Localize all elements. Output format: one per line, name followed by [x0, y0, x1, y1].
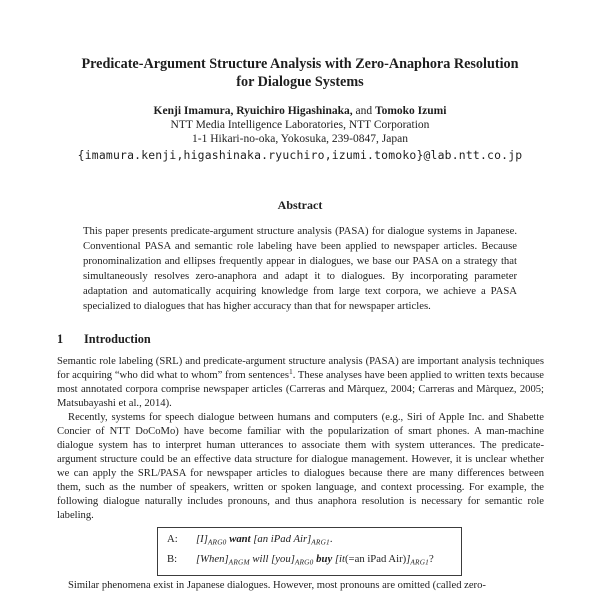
- speaker-label-b: B:: [167, 552, 178, 565]
- auxiliary-b: will: [252, 552, 269, 565]
- paper-title: [0, 0, 600, 91]
- dialogue-line-a: [167, 531, 455, 551]
- paper-title-line-1: Predicate-Argument Structure Analysis with Zero-Anaphora Resolution: [81, 56, 519, 72]
- argument-b-arg1-close: ]: [406, 552, 411, 565]
- author-names-primary: Kenji Imamura, Ryuichiro Higashinaka,: [153, 105, 353, 117]
- abstract-text: This paper presents predicate-argument structure analysis (PASA) for dialogue systems in Japanese. Conventional PASA and semantic role labeling have been applied to newspaper articles. Because pronominalization and ellipses frequently appear in dialogues, we base our PASA on a strategy that simultaneously resolves zero-anaphora and adapt it to dialogues. By incorporating parameter adaptation and automatically acquiring knowledge from large text corpora, we achieve a PASA specialized to dialogues that has higher accuracy than that for newspaper articles.: [83, 224, 517, 312]
- punctuation-b: ?: [429, 552, 434, 565]
- paper-title-line-2: for Dialogue Systems: [236, 73, 364, 90]
- authors-line: [0, 104, 600, 118]
- intro-paragraph-1: [57, 355, 544, 411]
- intro-paragraph-2: Recently, systems for speech dialogue between humans and computers (e.g., Siri of Apple Inc. and Shabette Concier of NTT DoCoMo) have become familiar with the popularization of smart phones. A man-machine dialogue system has to interpret human utterances to associate them with system utterances. The predicate-argument structure could be an effective data structure for dialogue management. However, it is unclear whether we can apply the SRL/PASA for newspaper articles to dialogues because there are many differences between them, such as the number of speakers, written or spoken language, and context processing. For example, the following dialogue naturally includes pronouns, and thus anaphora resolution is necessary for semantic role labeling.: [57, 411, 544, 521]
- predicate-b: buy: [316, 552, 333, 565]
- punctuation-a: .: [329, 532, 333, 545]
- intro-paragraph-1-text: Semantic role labeling (SRL) and predicate-argument structure analysis (PASA) are important analysis techniques for acquiring “who did what to whom” from sentences: [57, 355, 544, 381]
- intro-paragraph-1-continuation: . These analyses have been applied to written texts because most annotated corpora comprise newspaper articles (Carreras and Màrquez, 2004; Carreras and Màrquez, 2005; Matsubayashi et al., 2014).: [57, 369, 545, 409]
- dialogue-example-box: [157, 527, 462, 576]
- role-label-a-arg0: ARG0: [207, 537, 227, 547]
- footnote-marker: 1: [288, 366, 293, 376]
- argument-b-arg0: [you]: [271, 552, 295, 565]
- author-block: [0, 104, 600, 162]
- abstract-heading: Abstract: [277, 197, 323, 212]
- role-label-b-arg1: ARG1: [410, 557, 430, 567]
- section-title: Introduction: [84, 331, 151, 346]
- argument-b-arg1-paren: (=an iPad Air): [344, 552, 407, 565]
- argument-b-arg1-open: [it: [334, 552, 345, 565]
- dialogue-line-b-content: [196, 551, 434, 571]
- section-number: 1: [57, 331, 64, 346]
- author-name-secondary: Tomoko Izumi: [374, 105, 447, 117]
- email-line: {imamura.kenji,higashinaka.ryuchiro,izumi.tomoko}@lab.ntt.co.jp: [77, 147, 523, 162]
- argument-a-arg0: [I]: [196, 532, 208, 545]
- dialogue-line-b: [167, 551, 455, 571]
- section-1-heading: [57, 332, 600, 347]
- argument-a-arg1: [an iPad Air]: [253, 532, 312, 545]
- role-label-b-arg0: ARG0: [294, 557, 314, 567]
- role-label-b-argm: ARGM: [228, 557, 250, 567]
- affiliation-line: NTT Media Intelligence Laboratories, NTT Corporation: [170, 119, 430, 132]
- dialogue-line-a-content: [196, 531, 333, 551]
- speaker-label-a: A:: [167, 532, 178, 545]
- argument-b-argm: [When]: [196, 552, 229, 565]
- intro-paragraph-3: Similar phenomena exist in Japanese dialogues. However, most pronouns are omitted (called zero-: [68, 579, 486, 591]
- address-line: 1-1 Hikari-no-oka, Yokosuka, 239-0847, Japan: [192, 133, 408, 146]
- predicate-a: want: [229, 532, 251, 545]
- and-connector: and: [352, 105, 375, 117]
- role-label-a-arg1: ARG1: [311, 537, 330, 547]
